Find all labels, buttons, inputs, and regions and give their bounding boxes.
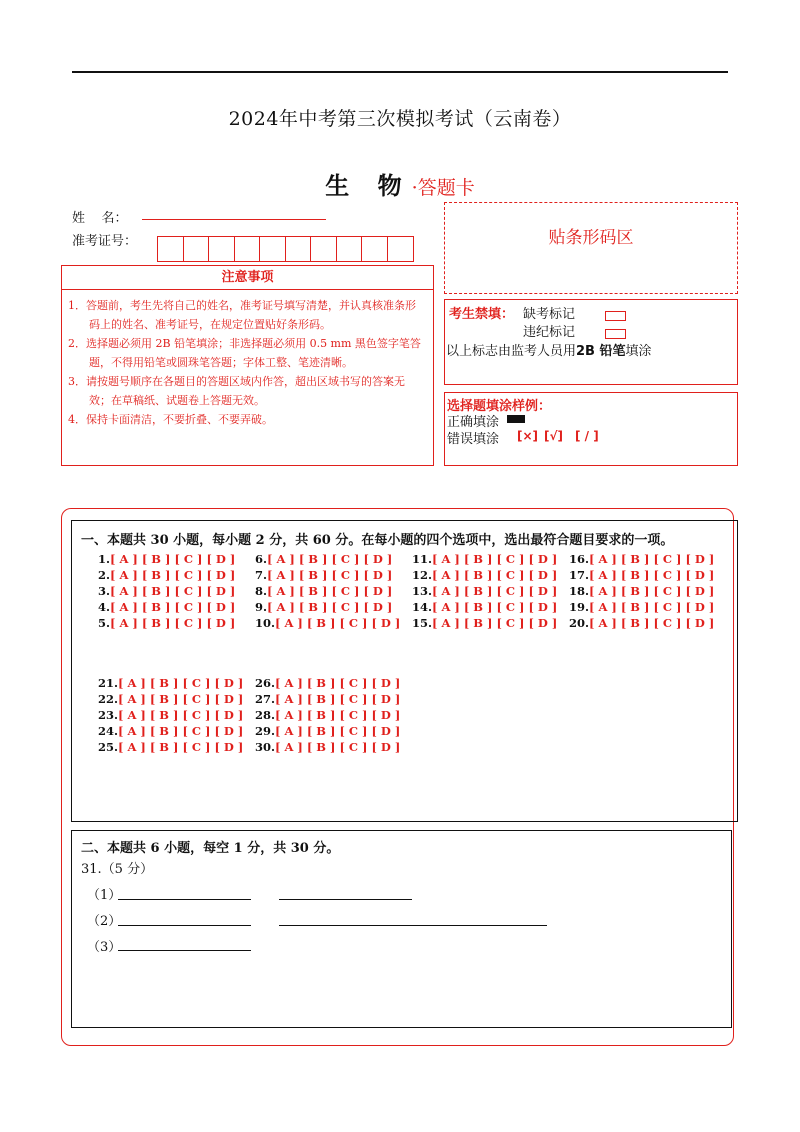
- id-digit-box[interactable]: [184, 237, 210, 261]
- mc-question[interactable]: [412, 599, 557, 615]
- wrong-mark-x: [×]: [517, 429, 539, 443]
- mc-question[interactable]: [255, 599, 392, 615]
- mc-question[interactable]: [98, 723, 243, 739]
- mc-question-number: 2.: [98, 568, 111, 582]
- mc-question[interactable]: [255, 707, 400, 723]
- name-input-line[interactable]: [142, 219, 326, 220]
- mc-question-number: 9.: [255, 600, 268, 614]
- sample-title: 选择题填涂样例：: [447, 399, 552, 414]
- mc-options[interactable]: [ A ] [ B ] [ C ] [ D ]: [275, 692, 401, 706]
- mc-question-number: 3.: [98, 584, 111, 598]
- mc-options[interactable]: [ A ] [ B ] [ C ] [ D ]: [118, 724, 244, 738]
- mc-options[interactable]: [ A ] [ B ] [ C ] [ D ]: [267, 552, 393, 566]
- mc-question[interactable]: [255, 739, 400, 755]
- mc-question-number: 4.: [98, 600, 111, 614]
- mc-question-number: 15.: [412, 616, 433, 630]
- sub-question-2-label: （2）: [87, 914, 122, 929]
- section-1-title: 一、本题共 30 小题，每小题 2 分，共 60 分。在每小题的四个选项中，选出最符合题目要求的一项。: [81, 533, 674, 548]
- mc-question-number: 8.: [255, 584, 268, 598]
- top-rule: [72, 71, 728, 73]
- mc-question[interactable]: [255, 675, 400, 691]
- mc-question-number: 18.: [569, 584, 590, 598]
- mc-question[interactable]: [412, 615, 557, 631]
- id-digit-box[interactable]: [286, 237, 312, 261]
- notice-item: 3．请按题号顺序在各题目的答题区域内作答，超出区域书写的答案无效；在草稿纸、试题卷上答题无效。: [68, 375, 405, 407]
- mc-question-number: 11.: [412, 552, 433, 566]
- sub-question-3-label: （3）: [87, 940, 122, 955]
- mc-question-number: 19.: [569, 600, 590, 614]
- mc-question[interactable]: [412, 567, 557, 583]
- answer-line-2b[interactable]: [279, 925, 547, 926]
- mc-question[interactable]: [98, 583, 235, 599]
- absent-mark-box[interactable]: [605, 311, 626, 321]
- mc-question[interactable]: [569, 615, 714, 631]
- answer-line-3[interactable]: [118, 950, 251, 951]
- mc-options[interactable]: [ A ] [ B ] [ C ] [ D ]: [589, 584, 715, 598]
- mc-question[interactable]: [255, 615, 400, 631]
- mc-question-number: 20.: [569, 616, 590, 630]
- mc-question[interactable]: [412, 551, 557, 567]
- id-digit-box[interactable]: [311, 237, 337, 261]
- mc-options[interactable]: [ A ] [ B ] [ C ] [ D ]: [432, 616, 558, 630]
- violation-mark-label: 违纪标记: [523, 325, 576, 340]
- notice-box: [61, 265, 434, 466]
- answer-line-2a[interactable]: [118, 925, 251, 926]
- section-2-fill-in: [71, 830, 732, 1028]
- mc-options[interactable]: [ A ] [ B ] [ C ] [ D ]: [267, 600, 393, 614]
- name-label: 姓 名：: [72, 211, 128, 226]
- notice-list: [62, 290, 433, 429]
- exam-title: 2024年中考第三次模拟考试（云南卷）: [228, 108, 572, 130]
- forbid-note-suffix: 填涂: [625, 344, 652, 359]
- mc-question-number: 21.: [98, 676, 119, 690]
- mc-question[interactable]: [569, 599, 714, 615]
- mc-options[interactable]: [ A ] [ B ] [ C ] [ D ]: [589, 616, 715, 630]
- mc-question-number: 7.: [255, 568, 268, 582]
- absent-mark-label: 缺考标记: [523, 307, 576, 322]
- mc-question[interactable]: [412, 583, 557, 599]
- notice-title: 注意事项: [62, 266, 433, 290]
- forbid-note-bold: 2B 铅笔: [576, 344, 626, 359]
- mc-question-number: 25.: [98, 740, 119, 754]
- mc-question-number: 16.: [569, 552, 590, 566]
- mc-question[interactable]: [569, 551, 714, 567]
- mc-question[interactable]: [98, 567, 235, 583]
- violation-mark-box[interactable]: [605, 329, 626, 339]
- mc-options[interactable]: [ A ] [ B ] [ C ] [ D ]: [118, 740, 244, 754]
- subject-heading: [0, 166, 800, 201]
- mc-question[interactable]: [98, 615, 235, 631]
- mc-question-number: 29.: [255, 724, 276, 738]
- mc-question[interactable]: [255, 567, 392, 583]
- mc-question-number: 12.: [412, 568, 433, 582]
- id-digit-box[interactable]: [235, 237, 261, 261]
- fill-sample-box: [444, 392, 738, 466]
- mc-question-number: 1.: [98, 552, 111, 566]
- mc-question-number: 10.: [255, 616, 276, 630]
- mc-question-number: 5.: [98, 616, 111, 630]
- mc-options[interactable]: [ A ] [ B ] [ C ] [ D ]: [589, 600, 715, 614]
- notice-item: 4．保持卡面清洁，不要折叠、不要弄破。: [68, 413, 273, 426]
- mc-options[interactable]: [ A ] [ B ] [ C ] [ D ]: [275, 616, 401, 630]
- mc-options[interactable]: [ A ] [ B ] [ C ] [ D ]: [432, 600, 558, 614]
- id-digit-box[interactable]: [388, 237, 414, 261]
- id-digit-box[interactable]: [209, 237, 235, 261]
- mc-question-number: 28.: [255, 708, 276, 722]
- mc-options[interactable]: [ A ] [ B ] [ C ] [ D ]: [267, 568, 393, 582]
- answer-card-label: 答题卡: [417, 177, 475, 199]
- id-digit-box[interactable]: [260, 237, 286, 261]
- answer-line-1a[interactable]: [118, 899, 251, 900]
- mc-options[interactable]: [ A ] [ B ] [ C ] [ D ]: [432, 584, 558, 598]
- mc-options[interactable]: [ A ] [ B ] [ C ] [ D ]: [110, 584, 236, 598]
- mc-question-number: 6.: [255, 552, 268, 566]
- subject-name: 生 物: [325, 171, 412, 200]
- mc-options[interactable]: [ A ] [ B ] [ C ] [ D ]: [275, 724, 401, 738]
- mc-options[interactable]: [ A ] [ B ] [ C ] [ D ]: [589, 552, 715, 566]
- mc-question-number: 13.: [412, 584, 433, 598]
- mc-options[interactable]: [ A ] [ B ] [ C ] [ D ]: [110, 568, 236, 582]
- mc-options[interactable]: [ A ] [ B ] [ C ] [ D ]: [275, 708, 401, 722]
- mc-options[interactable]: [ A ] [ B ] [ C ] [ D ]: [589, 568, 715, 582]
- mc-options[interactable]: [ A ] [ B ] [ C ] [ D ]: [118, 692, 244, 706]
- mc-options[interactable]: [ A ] [ B ] [ C ] [ D ]: [275, 676, 401, 690]
- section-2-title: 二、本题共 6 小题，每空 1 分，共 30 分。: [81, 841, 340, 856]
- wrong-mark-slash: [ / ]: [575, 429, 599, 443]
- mc-question[interactable]: [569, 567, 714, 583]
- correct-fill-sample: [507, 415, 525, 423]
- mc-question-number: 22.: [98, 692, 119, 706]
- mc-question[interactable]: [98, 675, 243, 691]
- mc-options[interactable]: [ A ] [ B ] [ C ] [ D ]: [432, 568, 558, 582]
- wrong-fill-label: 错误填涂: [447, 432, 500, 447]
- section-1-multiple-choice: [71, 520, 738, 822]
- wrong-mark-check: [√]: [544, 429, 563, 443]
- mc-options[interactable]: [ A ] [ B ] [ C ] [ D ]: [110, 552, 236, 566]
- mc-question-number: 14.: [412, 600, 433, 614]
- mc-question-number: 30.: [255, 740, 276, 754]
- mc-options[interactable]: [ A ] [ B ] [ C ] [ D ]: [275, 740, 401, 754]
- id-digit-box[interactable]: [158, 237, 184, 261]
- mc-question[interactable]: [98, 739, 243, 755]
- mc-question-number: 27.: [255, 692, 276, 706]
- mc-question-number: 26.: [255, 676, 276, 690]
- mc-question[interactable]: [255, 723, 400, 739]
- mc-question-number: 23.: [98, 708, 119, 722]
- mc-question-number: 24.: [98, 724, 119, 738]
- barcode-area: [444, 202, 738, 294]
- mc-options[interactable]: [ A ] [ B ] [ C ] [ D ]: [267, 584, 393, 598]
- mc-question[interactable]: [255, 551, 392, 567]
- examiner-only-box: [444, 299, 738, 385]
- correct-fill-label: 正确填涂: [447, 415, 500, 430]
- mc-question[interactable]: [255, 691, 400, 707]
- mc-question[interactable]: [98, 691, 243, 707]
- answer-line-1b[interactable]: [279, 899, 412, 900]
- question-31-label: 31.（5 分）: [81, 862, 154, 877]
- mc-question[interactable]: [255, 583, 392, 599]
- forbid-label: 考生禁填：: [449, 307, 515, 322]
- mc-question-number: 17.: [569, 568, 590, 582]
- mc-options[interactable]: [ A ] [ B ] [ C ] [ D ]: [432, 552, 558, 566]
- subject-dot: ·: [411, 177, 418, 199]
- barcode-label: 贴条形码区: [548, 228, 634, 248]
- forbid-note-prefix: 以上标志由监考人员用: [446, 344, 577, 359]
- id-label: 准考证号：: [72, 234, 138, 249]
- mc-options[interactable]: [ A ] [ B ] [ C ] [ D ]: [118, 708, 244, 722]
- exam-id-boxes[interactable]: [157, 236, 414, 262]
- mc-question[interactable]: [98, 599, 235, 615]
- forbid-note: [446, 340, 652, 359]
- sub-question-1-label: （1）: [87, 888, 122, 903]
- mc-options[interactable]: [ A ] [ B ] [ C ] [ D ]: [118, 676, 244, 690]
- mc-options[interactable]: [ A ] [ B ] [ C ] [ D ]: [110, 600, 236, 614]
- mc-options[interactable]: [ A ] [ B ] [ C ] [ D ]: [110, 616, 236, 630]
- notice-item: 1．答题前，考生先将自己的姓名，准考证号填写清楚，并认真核准条形码上的姓名、准考证号，在规定位置贴好条形码。: [68, 299, 416, 331]
- id-digit-box[interactable]: [362, 237, 388, 261]
- mc-question[interactable]: [98, 551, 235, 567]
- id-digit-box[interactable]: [337, 237, 363, 261]
- notice-item: 2．选择题必须用 2B 铅笔填涂；非选择题必须用 0.5 mm 黑色签字笔答题，不得用铅笔或圆珠笔答题；字体工整、笔迹清晰。: [68, 337, 421, 369]
- mc-question[interactable]: [98, 707, 243, 723]
- mc-question[interactable]: [569, 583, 714, 599]
